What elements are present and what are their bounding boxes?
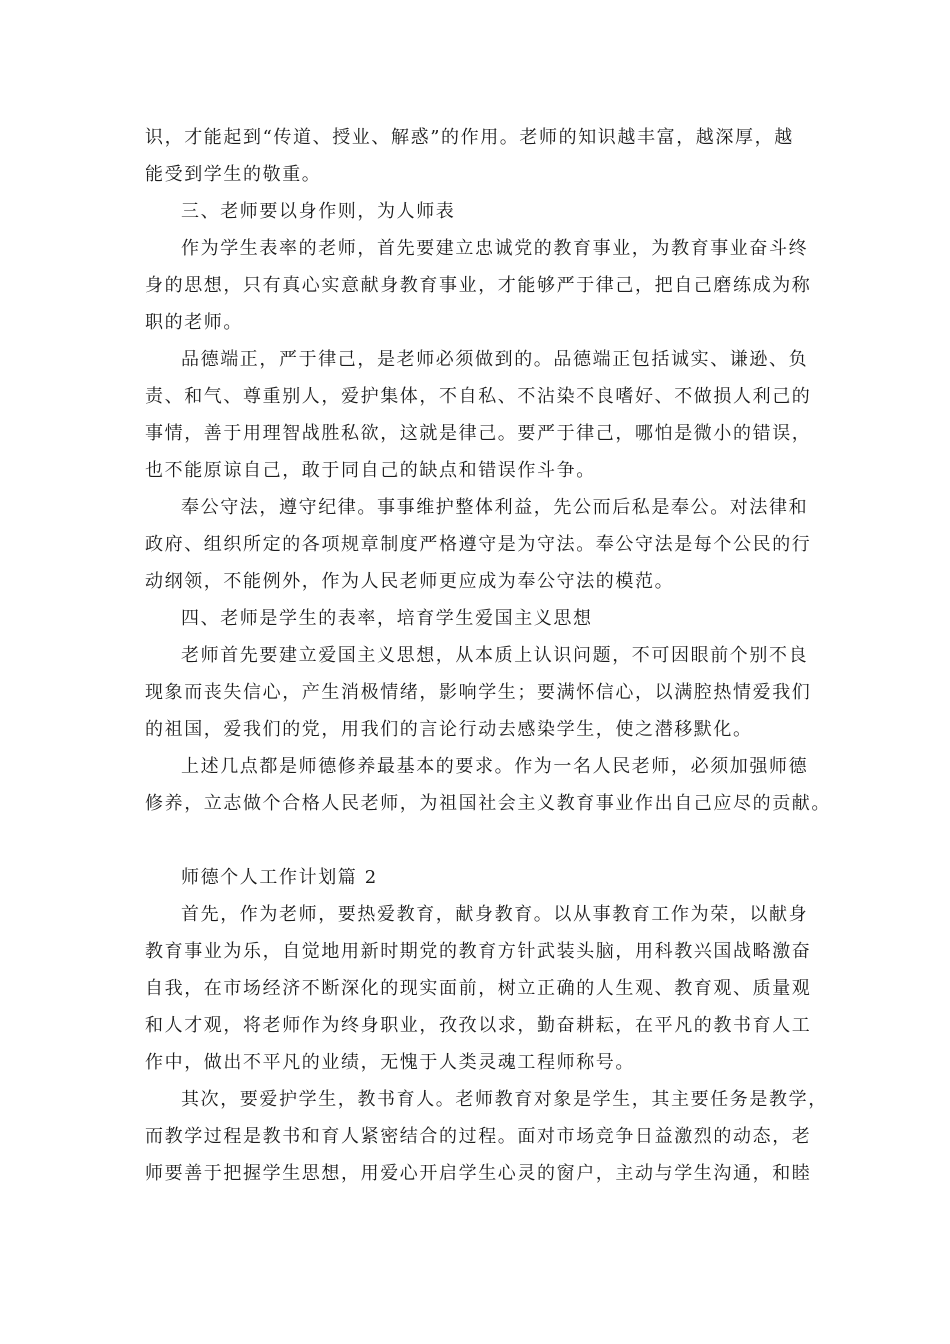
text-line: 作中，做出不平凡的业绩，无愧于人类灵魂工程师称号。 — [145, 1052, 635, 1073]
text-line: 其次，要爱护学生，教书育人。老师教育对象是学生，其主要任务是教学， — [181, 1089, 828, 1110]
text-line: 的祖国，爱我们的党，用我们的言论行动去感染学生，使之潜移默化。 — [145, 719, 753, 740]
text-line: 品德端正，严于律己，是老师必须做到的。品德端正包括诚实、谦逊、负 — [181, 349, 809, 370]
text-line: 上述几点都是师德修养最基本的要求。作为一名人民老师，必须加强师德 — [181, 756, 809, 777]
text-line: 教育事业为乐，自觉地用新时期党的教育方针武装头脑，用科教兴国战略激奋 — [145, 941, 812, 962]
text-line: 师要善于把握学生思想，用爱心开启学生心灵的窗户，主动与学生沟通，和睦 — [145, 1163, 812, 1184]
text-line: 和人才观，将老师作为终身职业，孜孜以求，勤奋耕耘，在平凡的教书育人工 — [145, 1015, 812, 1036]
article-title: 师德个人工作计划篇 2 — [181, 867, 378, 888]
text-line: 事情，善于用理智战胜私欲，这就是律己。要严于律己，哪怕是微小的错误， — [145, 423, 812, 444]
text-line: 自我，在市场经济不断深化的现实面前，树立正确的人生观、教育观、质量观 — [145, 978, 812, 999]
text-line: 老师首先要建立爱国主义思想，从本质上认识问题，不可因眼前个别不良 — [181, 645, 809, 666]
text-line: 责、和气、尊重别人，爱护集体，不自私、不沾染不良嗜好、不做损人利己的 — [145, 386, 812, 407]
text-line: 现象而丧失信心，产生消极情绪，影响学生；要满怀信心，以满腔热情爱我们 — [145, 682, 812, 703]
section-heading: 三、老师要以身作则，为人师表 — [181, 201, 456, 222]
text-line: 职的老师。 — [145, 312, 243, 333]
text-line: 也不能原谅自己，敢于同自己的缺点和错误作斗争。 — [145, 460, 596, 481]
text-line: 动纲领，不能例外，作为人民老师更应成为奉公守法的模范。 — [145, 571, 675, 592]
text-line: 能受到学生的敬重。 — [145, 164, 322, 185]
text-line: 修养，立志做个合格人民老师，为祖国社会主义教育事业作出自己应尽的贡献。 — [145, 793, 831, 814]
text-line: 身的思想，只有真心实意献身教育事业，才能够严于律己，把自己磨练成为称 — [145, 275, 812, 296]
text-line: 首先，作为老师，要热爱教育，献身教育。以从事教育工作为荣，以献身 — [181, 904, 809, 925]
text-line: 识，才能起到“传道、授业、解惑”的作用。老师的知识越丰富，越深厚，越 — [145, 127, 794, 148]
text-line: 作为学生表率的老师，首先要建立忠诚党的教育事业，为教育事业奋斗终 — [181, 238, 809, 259]
text-line: 政府、组织所定的各项规章制度严格遵守是为守法。奉公守法是每个公民的行 — [145, 534, 812, 555]
text-line: 而教学过程是教书和育人紧密结合的过程。面对市场竞争日益激烈的动态，老 — [145, 1126, 812, 1147]
section-heading: 四、老师是学生的表率，培育学生爱国主义思想 — [181, 608, 593, 629]
text-line: 奉公守法，遵守纪律。事事维护整体利益，先公而后私是奉公。对法律和 — [181, 497, 809, 518]
